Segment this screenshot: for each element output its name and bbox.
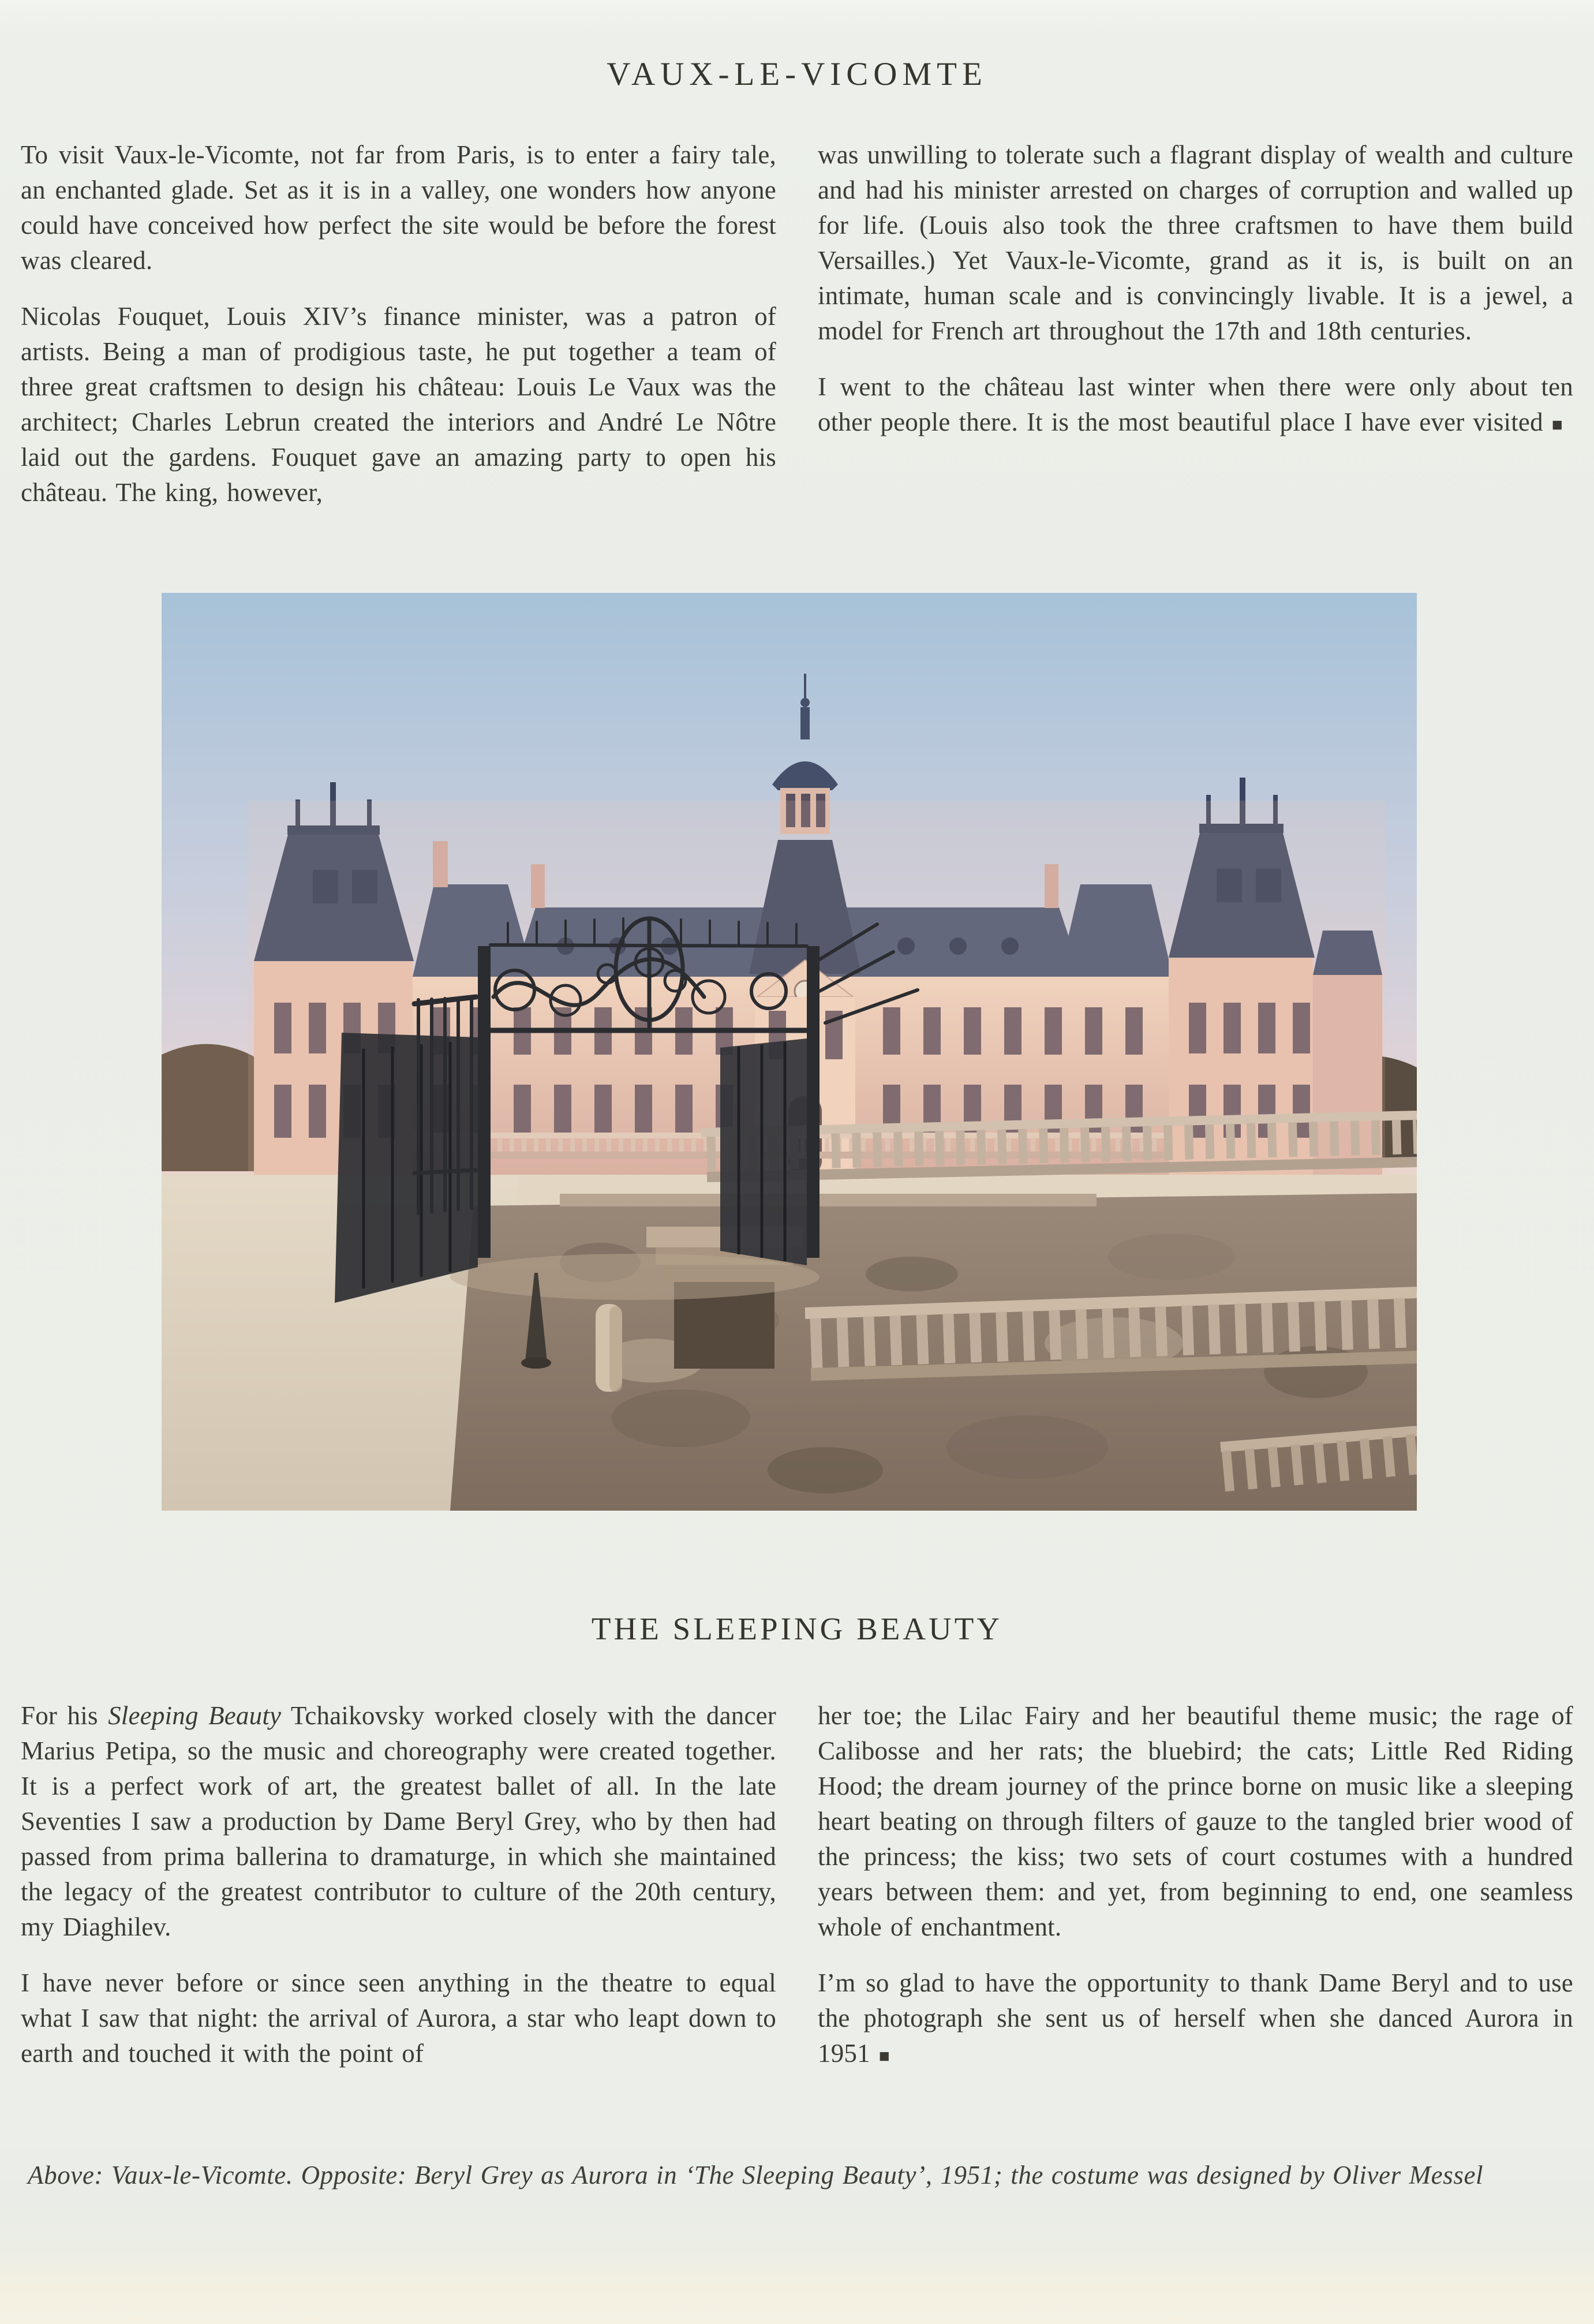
- gate-shadow: [450, 1254, 820, 1300]
- article1-left-column: [21, 137, 776, 510]
- italic-title-text: Sleeping Beauty: [108, 1701, 282, 1730]
- paragraph: Nicolas Fouquet, Louis XIV’s finance minister, was a patron of artists. Being a man of prodigious taste, he put together a team of three great craftsmen to design his château: Louis Le Vaux was the architect; Charles Lebrun created the interiors and André Le Nôtre laid out the gardens. Fouquet gave an amazing party to open his château. The king, however,: [21, 302, 776, 507]
- photo-caption: Above: Vaux-le-Vicomte. Opposite: Beryl Grey as Aurora in ‘The Sleeping Beauty’, 1951; the costume was designed by Oliver Messel: [28, 2161, 1484, 2190]
- dome-lantern: [800, 707, 810, 739]
- article2-title: THE SLEEPING BEAUTY: [591, 1611, 1003, 1646]
- corner-balusters: [1223, 1454, 1417, 1471]
- paragraph: I have never before or since seen anything in the theatre to equal what I saw that night: the arrival of Aurora, a star who leapt down to earth and touched it with the point of: [21, 1968, 776, 2068]
- stone-post-shade: [609, 1306, 622, 1392]
- paragraph: To visit Vaux-le-Vicomte, not far from Paris, is to enter a fairy tale, an enchanted glade. Set as it is in a valley, one wonders how anyone could have conceived how perfect the site would be before the forest was cleared.: [21, 140, 776, 275]
- paragraph: [818, 1966, 1573, 2073]
- end-mark-square-icon: ■: [1551, 414, 1563, 435]
- end-mark-square-icon: ■: [878, 2046, 890, 2066]
- gate-leaf-left: [335, 1033, 478, 1303]
- lantern-ball: [800, 698, 810, 707]
- trees-left: [162, 1044, 263, 1171]
- paragraph: [21, 1698, 776, 1945]
- article2-left-column: [21, 1698, 776, 2071]
- paragraph-text: I’m so glad to have the opportunity to thank Dame Beryl and to use the photograph she sent us of herself when she danced Aurora in 1951: [818, 1968, 1573, 2068]
- chateau-photo-illustration: [162, 593, 1417, 1511]
- paragraph-text: I went to the château last winter when there were only about ten other people there. It is the most beautiful place I have ever visited: [818, 372, 1573, 436]
- paragraph-text: For his: [21, 1701, 108, 1730]
- chateau-photo: [162, 593, 1417, 1511]
- paragraph-text: Tchaikovsky worked closely with the dancer Marius Petipa, so the music and choreography were created together. It is a perfect work of art, the greatest ballet of all. In the late Seventies I saw a production by Dame Beryl Grey, who by then had passed from prima ballerina to dramaturge, in which she maintained the legacy of the greatest contributor to culture of the 20th century, my Diaghilev.: [21, 1701, 776, 1941]
- article1-right-column: [818, 137, 1573, 442]
- bollard-base: [521, 1357, 551, 1369]
- gate-leaf-right: [720, 1038, 807, 1265]
- paragraph: her toe; the Lilac Fairy and her beautiful theme music; the rage of Calibosse and her rats; the bluebird; the cats; Little Red Riding Hood; the dream journey of the prince borne on music like a sleeping heart beating on through filters of gauze to the tangled brier wood of the princess; the kiss; two sets of court costumes with a hundred years between them: and yet, from beginning to end, one seamless whole of enchantment.: [818, 1701, 1573, 1941]
- article2-right-column: [818, 1698, 1573, 2073]
- article1-title: VAUX-LE-VICOMTE: [607, 56, 987, 92]
- paragraph: was unwilling to tolerate such a flagrant display of wealth and culture and had his minister arrested on charges of corruption and walled up for life. (Louis also took the three craftsmen to have them build Versailles.) Yet Vaux-le-Vicomte, grand as it is, is built on an intimate, human scale and is convincingly livable. It is a jewel, a model for French art throughout the 17th and 18th centuries.: [818, 140, 1573, 345]
- paragraph: [818, 369, 1573, 442]
